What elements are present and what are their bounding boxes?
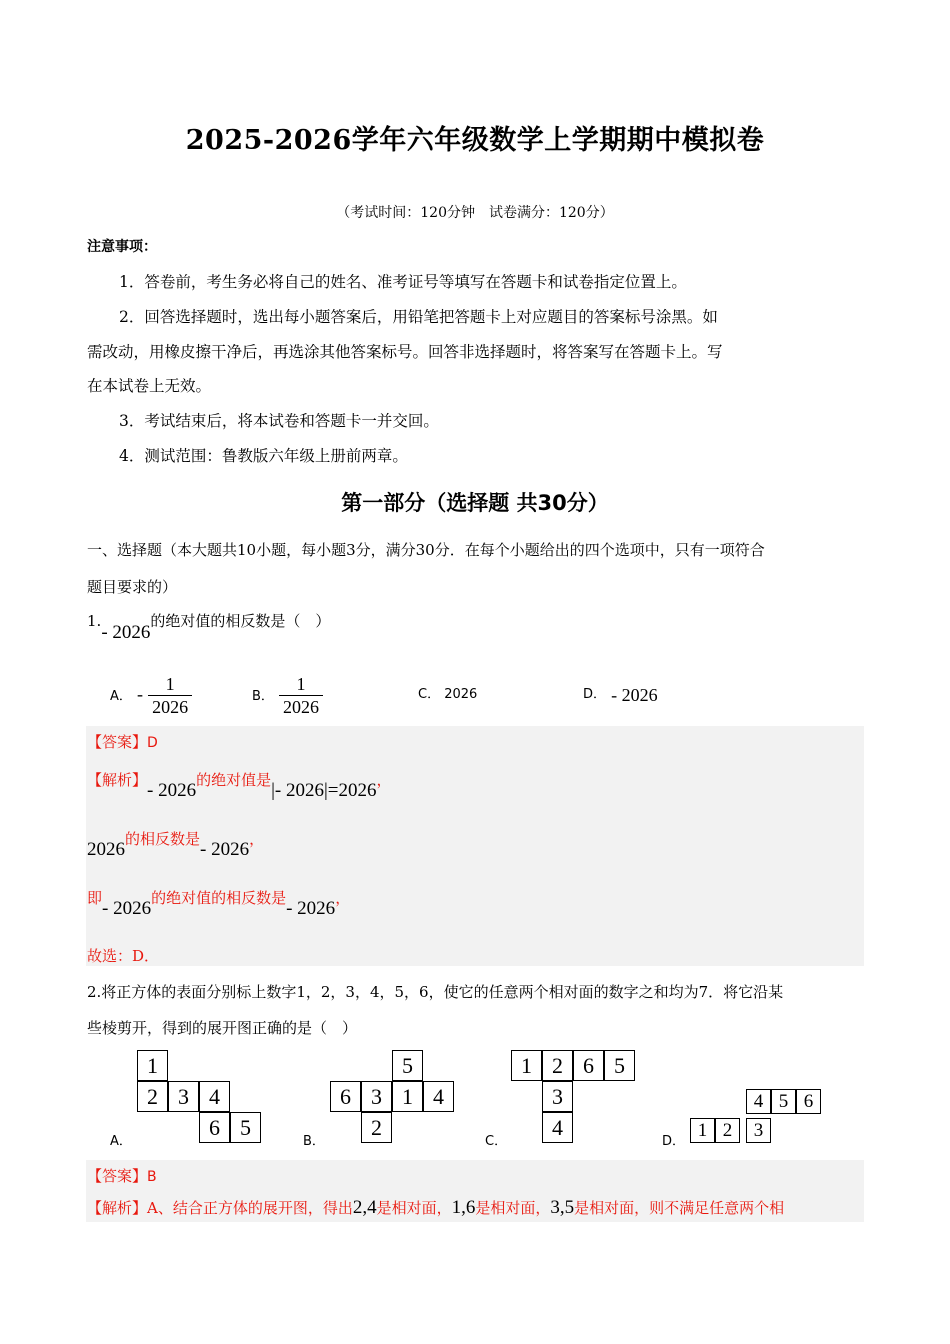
notice-item-2-line-3: 在本试卷上无效。 [87, 377, 212, 395]
option-label: B． [252, 689, 274, 704]
option-sign: - [137, 684, 143, 704]
analysis-line-q2 [87, 1197, 784, 1219]
analysis-line-3 [87, 887, 351, 919]
net-cell: 4 [199, 1081, 230, 1112]
net-cell: 3 [746, 1118, 771, 1143]
net-cell: 1 [690, 1118, 715, 1143]
net-cell: 2 [715, 1118, 740, 1143]
net-cell: 6 [796, 1089, 821, 1114]
math-expression: - 2026 [286, 898, 336, 919]
option-a[interactable] [110, 673, 192, 718]
net-cell: 4 [542, 1112, 573, 1143]
math-expression: 3,5 [550, 1197, 575, 1218]
net-cell: 1 [392, 1081, 423, 1112]
net-cell: 5 [604, 1050, 635, 1081]
option-label: D． [662, 1134, 686, 1149]
option-label: A． [110, 1134, 132, 1149]
answer-tag: 【答案】 [87, 733, 148, 751]
net-cell: 2 [542, 1050, 573, 1081]
analysis-text: 的绝对值是 [196, 771, 272, 789]
page-title: 2025-2026学年六年级数学上学期期中模拟卷 [185, 125, 765, 156]
numerator: 1 [148, 673, 192, 696]
part-intro-line-1: 一、选择题（本大题共10小题，每小题3分，满分30分．在每个小题给出的四个选项中，只有一项符合 [87, 541, 765, 559]
fraction [148, 673, 192, 718]
exam-info: （考试时间：120分钟 试卷满分：120分） [336, 205, 614, 221]
net-cell: 3 [168, 1081, 199, 1112]
net-cell: 5 [771, 1089, 796, 1114]
net-cell: 2 [361, 1112, 392, 1143]
option-label: D． [583, 687, 607, 702]
punctuation: ， [376, 771, 392, 789]
analysis-text: 是相对面， [376, 1199, 452, 1217]
net-cell: 1 [137, 1050, 168, 1081]
punctuation: ， [335, 889, 351, 907]
option-value: 2026 [444, 687, 478, 702]
question-text: 的绝对值的相反数是（ ） [150, 612, 331, 630]
option-c[interactable] [418, 683, 477, 702]
option-label: C． [485, 1134, 508, 1149]
net-cell: 4 [423, 1081, 454, 1112]
denominator: 2026 [283, 697, 320, 717]
analysis-text: A、结合正方体的展开图，得出 [147, 1199, 353, 1217]
question-expression: - 2026 [101, 622, 151, 643]
analysis-text: 的相反数是 [125, 830, 201, 848]
question-2-line-2: 些棱剪开，得到的展开图正确的是（ ） [87, 1019, 358, 1037]
analysis-text: 是相对面， [475, 1199, 551, 1217]
analysis-line-1 [87, 769, 392, 801]
analysis-tag: 【解析】 [87, 1199, 148, 1217]
net-cell: 1 [511, 1050, 542, 1081]
notice-heading: 注意事项： [87, 239, 157, 255]
math-expression: - 2026 [147, 780, 197, 801]
answer-value: B [147, 1169, 157, 1185]
option-value: - 2026 [611, 685, 658, 705]
math-expression: - 2026 [102, 898, 152, 919]
net-cell: 5 [230, 1112, 261, 1143]
question-2-line-1: 2.将正方体的表面分别标上数字1，2，3，4，5，6，使它的任意两个相对面的数字之和均为7．将它沿某 [87, 983, 784, 1001]
notice-item-3: 3．考试结束后，将本试卷和答题卡一并交回。 [119, 412, 439, 430]
question-number: 1. [87, 612, 102, 630]
math-expression: 2026 [87, 839, 125, 860]
numerator: 1 [279, 673, 323, 696]
option-b[interactable] [252, 673, 323, 718]
net-cell: 6 [199, 1112, 230, 1143]
option-label: A． [110, 689, 132, 704]
notice-item-2-line-2: 需改动，用橡皮擦干净后，再选涂其他答案标号。回答非选择题时，将答案写在答题卡上。写 [87, 343, 723, 361]
net-cell: 6 [330, 1081, 361, 1112]
math-expression: 2,4 [352, 1197, 377, 1218]
analysis-text: 即 [87, 889, 103, 907]
option-label: B． [303, 1134, 325, 1149]
question-1 [87, 610, 331, 643]
notice-item-1: 1．答卷前，考生务必将自己的姓名、准考证号等填写在答题卡和试卷指定位置上。 [119, 273, 687, 291]
math-expression: 1,6 [451, 1197, 476, 1218]
option-d[interactable] [583, 682, 658, 703]
net-cell: 2 [137, 1081, 168, 1112]
net-cell: 3 [361, 1081, 392, 1112]
net-cell: 6 [573, 1050, 604, 1081]
analysis-text: 是相对面，则不满足任意两个相 [574, 1199, 785, 1217]
net-cell: 3 [542, 1081, 573, 1112]
net-cell: 5 [392, 1050, 423, 1081]
net-cell: 4 [746, 1089, 771, 1114]
notice-item-2-line-1: 2．回答选择题时，选出每小题答案后，用铅笔把答题卡上对应题目的答案标号涂黑。如 [119, 308, 718, 326]
math-expression: =2026 [327, 780, 377, 801]
analysis-tag: 【解析】 [87, 771, 148, 789]
denominator: 2026 [152, 697, 189, 717]
analysis-line-2 [87, 828, 265, 860]
math-expression: - 2026 [200, 839, 250, 860]
fraction [279, 673, 323, 718]
answer-line-2 [87, 1165, 157, 1186]
analysis-conclusion: 故选：D． [87, 947, 160, 965]
part-intro-line-2: 题目要求的） [87, 578, 178, 596]
answer-tag: 【答案】 [87, 1167, 148, 1185]
section-title: 第一部分（选择题 共30分） [341, 491, 609, 515]
notice-item-4: 4．测试范围：鲁教版六年级上册前两章。 [119, 447, 408, 465]
punctuation: ， [249, 830, 265, 848]
math-expression: |- 2026| [271, 780, 328, 801]
answer-value: D [147, 735, 158, 751]
option-label: C． [418, 687, 441, 702]
analysis-text: 的绝对值的相反数是 [151, 889, 287, 907]
answer-line-1 [87, 731, 158, 752]
